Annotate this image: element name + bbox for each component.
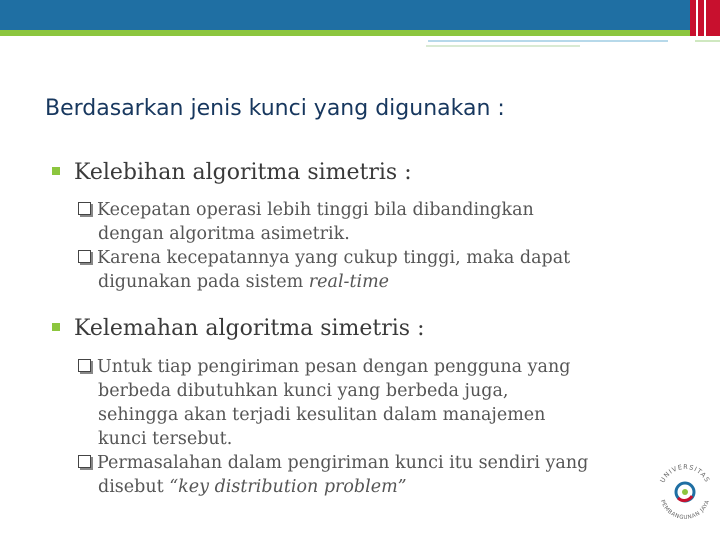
checkbox-bullet-icon [78, 359, 91, 372]
header-decoration [0, 0, 720, 50]
list-item-text: Karena kecepatannya yang cukup tinggi, maka dapat [97, 248, 571, 268]
svg-text:UNIVERSITAS [658, 463, 711, 484]
list-item-continuation: kunci tersebut. [98, 429, 233, 449]
emphasis-text: real-time [308, 272, 390, 292]
section-heading-text: Kelemahan algoritma simetris : [74, 316, 425, 341]
checkbox-bullet-icon [78, 202, 91, 215]
logo-text-bottom: PEMBANGUNAN JAYA [658, 499, 712, 522]
checkbox-bullet-icon [78, 455, 91, 468]
bullet-square-icon [52, 323, 60, 331]
sub-item-list [78, 355, 588, 499]
list-item [78, 451, 588, 475]
list-item-text: Kecepatan operasi lebih tinggi bila dibandingkan [97, 200, 534, 220]
header-thin-line [695, 40, 720, 42]
checkbox-bullet-icon [78, 250, 91, 263]
sub-item-list [78, 198, 570, 294]
list-item-text: disebut [98, 477, 170, 497]
header-green-bar [0, 30, 690, 36]
bullet-square-icon [52, 167, 60, 175]
header-blue-bar [0, 0, 690, 30]
list-item-text: Permasalahan dalam pengiriman kunci itu sendiri yang [97, 453, 589, 473]
header-thin-line [428, 40, 668, 42]
logo-text-top: UNIVERSITAS [658, 462, 712, 485]
list-item-text: Untuk tiap pengiriman pesan dengan pengguna yang [97, 357, 571, 377]
slide-title: Berdasarkan jenis kunci yang digunakan : [45, 96, 505, 121]
section-heading-kelemahan [52, 316, 425, 341]
emphasis-text: “key distribution problem” [169, 477, 407, 497]
list-item-text: digunakan pada sistem [98, 272, 309, 292]
list-item-continuation: berbeda dibutuhkan kunci yang berbeda juga, [98, 381, 509, 401]
list-item [78, 198, 570, 222]
university-logo [652, 456, 718, 522]
section-heading-text: Kelebihan algoritma simetris : [74, 160, 412, 185]
list-item-continuation: dengan algoritma asimetrik. [98, 224, 350, 244]
list-item-continuation [78, 475, 588, 499]
header-thin-line [426, 45, 580, 47]
section-heading-kelebihan [52, 160, 412, 185]
header-red-block [690, 0, 720, 36]
list-item [78, 355, 588, 379]
list-item-continuation [78, 270, 570, 294]
list-item [78, 246, 570, 270]
list-item-continuation: sehingga akan terjadi kesulitan dalam manajemen [98, 405, 546, 425]
